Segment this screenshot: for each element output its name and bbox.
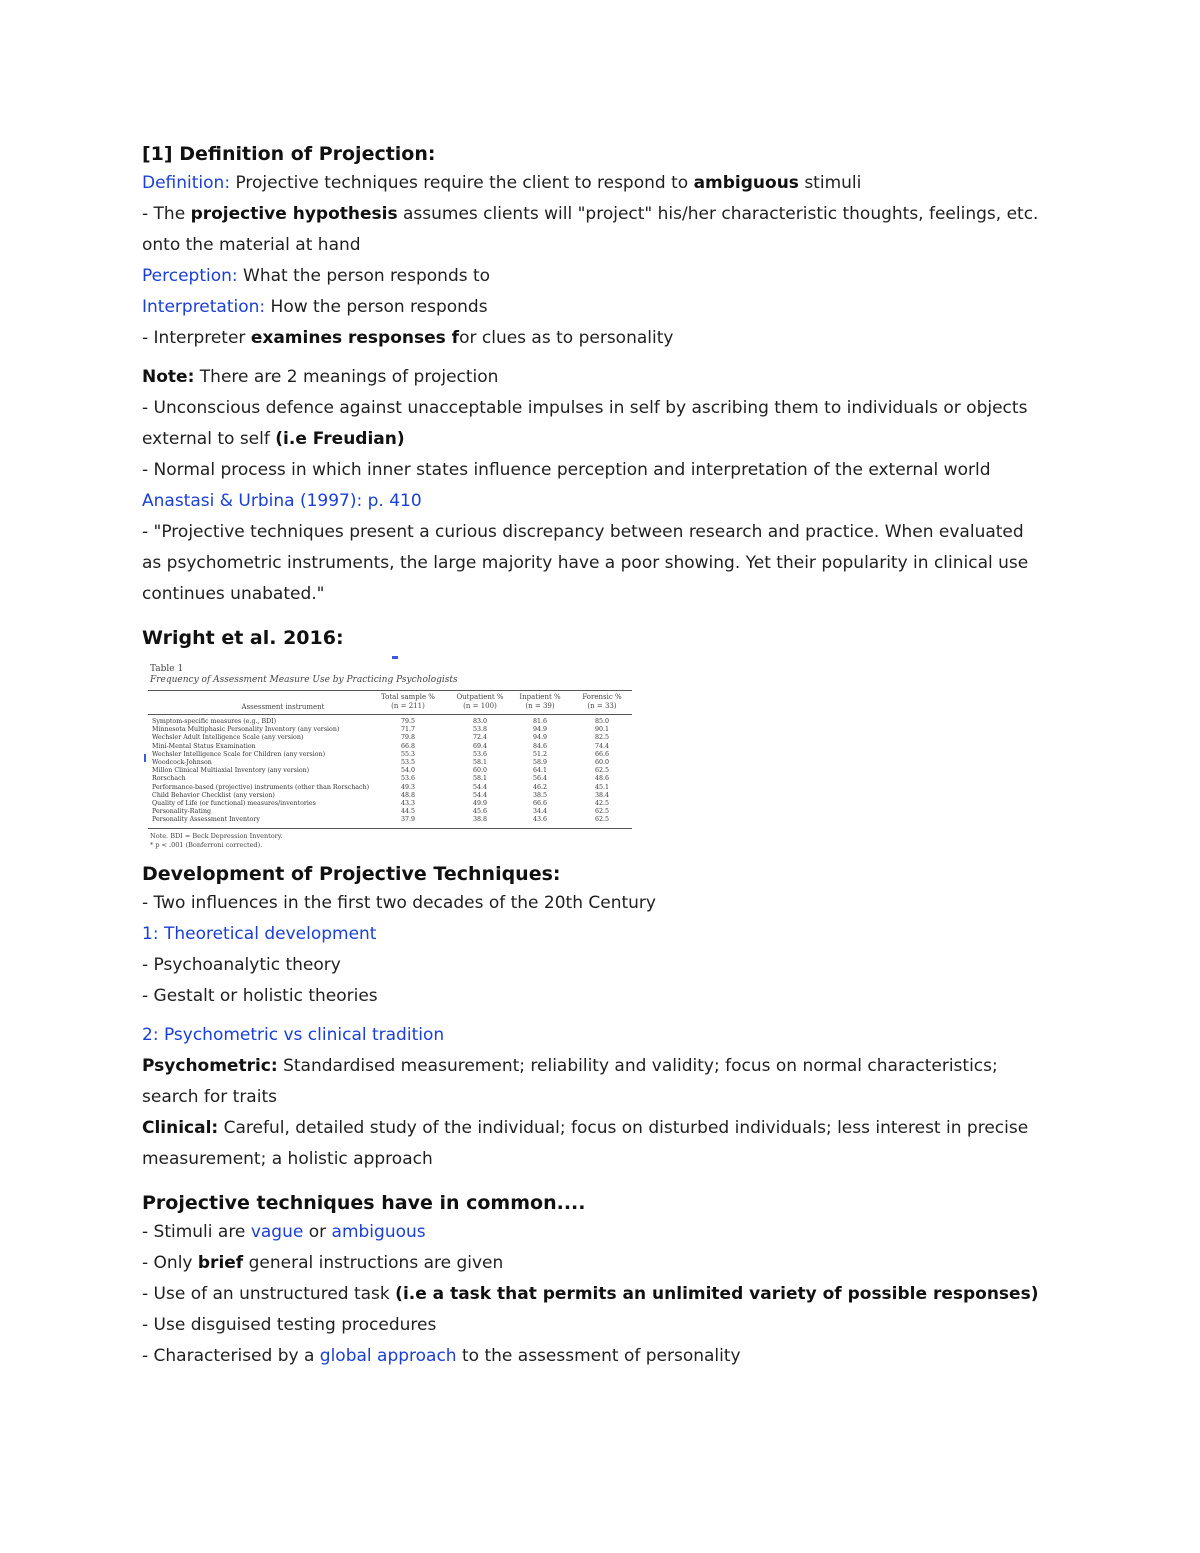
table-cell-instrument: Quality of Life (or functional) measures/inventories <box>152 800 316 807</box>
note-line <box>142 362 1052 393</box>
table-cell-instrument: Millon Clinical Multiaxial Inventory (any version) <box>152 767 310 775</box>
table-cell-value: 58.9 <box>532 759 548 766</box>
table-row <box>148 759 632 767</box>
note-text: There are 2 meanings of projection <box>194 367 499 387</box>
table-cell-value: 66.6 <box>594 750 610 758</box>
definition-line <box>142 168 1052 199</box>
meaning-1-text: external to self <box>142 429 276 449</box>
meaning-1-line-b <box>142 424 1052 455</box>
table-row <box>148 792 632 800</box>
global-approach-link[interactable]: global approach <box>319 1346 457 1366</box>
table-cell-value: 71.7 <box>400 726 416 734</box>
table-cell-value: 72.4 <box>472 734 488 742</box>
table-cell-instrument: Personality Assessment Inventory <box>152 816 260 824</box>
common-item-1 <box>142 1217 1052 1248</box>
table-cell-value: 66.6 <box>532 800 548 807</box>
table-cell-value: 54.4 <box>472 791 488 799</box>
table-cell-value: 53.6 <box>472 750 488 758</box>
table-cell-value: 82.5 <box>594 734 610 742</box>
table-cell-value: 34.4 <box>532 808 548 816</box>
table-row <box>148 775 632 783</box>
table-header <box>148 693 632 713</box>
table-cell-instrument: Wechsler Adult Intelligence Scale (any version) <box>152 734 304 742</box>
common-item-3-bold: (i.e a task that permits an unlimited variety of possible responses) <box>395 1284 1039 1304</box>
common-item-5-text-end: to the assessment of personality <box>456 1346 741 1366</box>
table-bottom-rule <box>148 828 632 829</box>
table-cell-value: 45.1 <box>594 783 610 791</box>
clinical-label: Clinical: <box>142 1118 219 1138</box>
psychometric-line-2: search for traits <box>142 1087 277 1107</box>
definition-label: Definition: <box>142 173 231 193</box>
interpretation-label: Interpretation: <box>142 297 266 317</box>
table-cell-value: 38.5 <box>532 791 548 799</box>
table-row <box>148 767 632 775</box>
table-cell-value: 81.6 <box>532 718 548 725</box>
table-cell-value: 84.6 <box>532 742 548 750</box>
clinical-line-2: measurement; a holistic approach <box>142 1149 433 1169</box>
table-cell-value: 79.8 <box>400 734 416 742</box>
meaning-1-line-a: - Unconscious defence against unacceptable impulses in self by ascribing them to individuals or objects <box>142 398 1028 418</box>
common-item-1-text: - Stimuli are <box>142 1222 251 1242</box>
psychometric-label: Psychometric: <box>142 1056 278 1076</box>
psychoanalytic-item: - Psychoanalytic theory <box>142 955 341 975</box>
perception-label: Perception: <box>142 266 238 286</box>
common-item-5 <box>142 1341 1052 1372</box>
common-item-2-bold: brief <box>197 1253 244 1273</box>
definition-text: Projective techniques require the client to respond to <box>230 173 694 193</box>
note-label: Note: <box>142 367 195 387</box>
section-heading-common: Projective techniques have in common.... <box>142 1192 586 1214</box>
left-marker <box>144 754 146 762</box>
interp-bold: examines responses f <box>250 328 460 348</box>
table-cell-value: 83.0 <box>472 718 488 725</box>
psychometric-vs-clinical-link[interactable]: 2: Psychometric vs clinical tradition <box>142 1025 445 1045</box>
cursor-marker <box>392 656 398 659</box>
table-cell-value: 53.5 <box>400 759 416 766</box>
table-cell-value: 58.1 <box>472 775 488 783</box>
table-row <box>148 718 632 726</box>
common-item-5-text: - Characterised by a <box>142 1346 320 1366</box>
table-cell-value: 48.6 <box>594 775 610 783</box>
table-cell-value: 79.5 <box>400 718 416 725</box>
clinical-text: Careful, detailed study of the individual; focus on disturbed individuals; less interest in precise <box>218 1118 1029 1138</box>
interp-text: - Interpreter <box>142 328 251 348</box>
common-item-3-text: - Use of an unstructured task <box>142 1284 396 1304</box>
table-cell-instrument: Woodcock-Johnson <box>152 759 212 766</box>
table-cell-value: 44.5 <box>400 808 416 816</box>
common-item-2 <box>142 1248 1052 1279</box>
perception-text: What the person responds to <box>237 266 491 286</box>
table-cell-value: 66.8 <box>400 742 416 750</box>
table-cell-value: 54.4 <box>472 783 488 791</box>
interpretation-text: How the person responds <box>265 297 488 317</box>
table-cell-value: 51.2 <box>532 750 548 758</box>
hyp-text: - The <box>142 204 191 224</box>
table-cell-value: 60.0 <box>472 767 488 775</box>
table-cell-instrument: Minnesota Multiphasic Personality Inventory (any version) <box>152 726 340 734</box>
frequency-table-image <box>148 658 632 850</box>
table-top-rule <box>148 690 632 691</box>
table-cell-value: 48.8 <box>400 791 416 799</box>
ambiguous-link[interactable]: ambiguous <box>331 1222 426 1242</box>
table-cell-value: 90.1 <box>594 726 610 734</box>
table-cell-value: 62.5 <box>594 816 610 824</box>
interpretation-line <box>142 292 1052 323</box>
table-cell-value: 55.3 <box>400 750 416 758</box>
table-cell-value: 53.6 <box>400 775 416 783</box>
section-heading-development: Development of Projective Techniques: <box>142 863 561 885</box>
common-item-2-text: - Only <box>142 1253 198 1273</box>
col-inpatient: Inpatient % (n = 39) <box>519 693 561 710</box>
quote-line-1: - "Projective techniques present a curious discrepancy between research and practice. When evaluated <box>142 522 1024 542</box>
quote-line-2: as psychometric instruments, the large majority have a poor showing. Yet their popularity in clinical use <box>142 553 1029 573</box>
table-cell-value: 49.9 <box>472 800 488 807</box>
table-cell-instrument: Wechsler Intelligence Scale for Children (any version) <box>152 750 326 758</box>
table-cell-instrument: Symptom-specific measures (e.g., BDI) <box>152 718 277 725</box>
definition-bold: ambiguous <box>693 173 799 193</box>
interpreter-line <box>142 323 1052 354</box>
table-note: Note. BDI = Beck Depression Inventory. <box>150 832 283 840</box>
table-cell-instrument: Child Behavior Checklist (any version) <box>152 791 275 799</box>
section-heading-definition: [1] Definition of Projection: <box>142 143 436 165</box>
table-cell-value: 85.0 <box>594 718 610 725</box>
table-cell-value: 62.5 <box>594 808 610 816</box>
hypothesis-line <box>142 199 1052 230</box>
section-heading-wright: Wright et al. 2016: <box>142 627 344 649</box>
table-cell-value: 43.6 <box>532 816 548 824</box>
common-item-1-or: or <box>303 1222 332 1242</box>
hyp-bold: projective hypothesis <box>190 204 398 224</box>
table-cell-value: 56.4 <box>532 775 548 783</box>
table-cell-instrument: Performance-based (projective) instruments (other than Rorschach) <box>152 783 370 791</box>
clinical-line <box>142 1113 1052 1144</box>
table-cell-value: 37.9 <box>400 816 416 824</box>
hypothesis-line-2: onto the material at hand <box>142 235 361 255</box>
table-cell-instrument: Rorschach <box>152 775 186 783</box>
table-cell-value: 38.8 <box>472 816 488 824</box>
table-caption: Frequency of Assessment Measure Use by Practicing Psychologists <box>150 675 458 685</box>
meaning-1-bold: (i.e Freudian) <box>275 429 405 449</box>
hyp-text-end: assumes clients will "project" his/her characteristic thoughts, feelings, etc. <box>397 204 1039 224</box>
psychometric-line <box>142 1051 1052 1082</box>
col-instrument: Assessment instrument <box>241 703 325 711</box>
table-footnote: * p < .001 (Bonferroni corrected). <box>150 841 263 849</box>
col-outpatient: Outpatient % (n = 100) <box>456 693 504 710</box>
document-page <box>142 140 1052 1372</box>
common-item-2-text-end: general instructions are given <box>243 1253 504 1273</box>
table-row <box>148 743 632 751</box>
col-total: Total sample % (n = 211) <box>381 693 435 710</box>
theoretical-development-link[interactable]: 1: Theoretical development <box>142 924 377 944</box>
table-row <box>148 784 632 792</box>
table-cell-value: 49.3 <box>400 783 416 791</box>
table-row <box>148 800 632 808</box>
table-cell-value: 42.5 <box>594 800 610 807</box>
table-cell-value: 64.1 <box>532 767 548 775</box>
table-cell-instrument: Mini-Mental Status Examination <box>152 742 256 750</box>
psychometric-text: Standardised measurement; reliability and validity; focus on normal characteristics; <box>277 1056 998 1076</box>
vague-link[interactable]: vague <box>250 1222 304 1242</box>
table-row <box>148 808 632 816</box>
table-cell-value: 62.5 <box>594 767 610 775</box>
common-item-4: - Use disguised testing procedures <box>142 1315 437 1335</box>
common-item-3 <box>142 1279 1052 1310</box>
table-cell-value: 43.3 <box>400 800 416 807</box>
table-cell-value: 58.1 <box>472 759 488 766</box>
table-row <box>148 734 632 742</box>
perception-line <box>142 261 1052 292</box>
table-cell-value: 45.6 <box>472 808 488 816</box>
table-cell-value: 46.2 <box>532 783 548 791</box>
table-row <box>148 816 632 824</box>
table-cell-value: 60.0 <box>594 759 610 766</box>
table-header-rule <box>148 714 632 715</box>
table-cell-value: 69.4 <box>472 742 488 750</box>
gestalt-item: - Gestalt or holistic theories <box>142 986 378 1006</box>
table-cell-value: 94.9 <box>532 726 548 734</box>
table-cell-value: 53.8 <box>472 726 488 734</box>
table-cell-instrument: Personality-Rating <box>152 808 212 816</box>
meaning-2-line: - Normal process in which inner states influence perception and interpretation of the external world <box>142 460 991 480</box>
table-cell-value: 94.9 <box>532 734 548 742</box>
table-cell-value: 38.4 <box>594 791 610 799</box>
table-row <box>148 726 632 734</box>
table-label: Table 1 <box>150 664 184 674</box>
interp-text-end: or clues as to personality <box>459 328 674 348</box>
definition-text-end: stimuli <box>798 173 862 193</box>
quote-line-3: continues unabated." <box>142 584 325 604</box>
table-cell-value: 74.4 <box>594 742 610 750</box>
citation-link[interactable]: Anastasi & Urbina (1997): p. 410 <box>142 491 422 511</box>
development-line: - Two influences in the first two decades of the 20th Century <box>142 893 656 913</box>
table-cell-value: 54.0 <box>400 767 416 775</box>
col-forensic: Forensic % (n = 33) <box>582 693 622 710</box>
table-row <box>148 751 632 759</box>
